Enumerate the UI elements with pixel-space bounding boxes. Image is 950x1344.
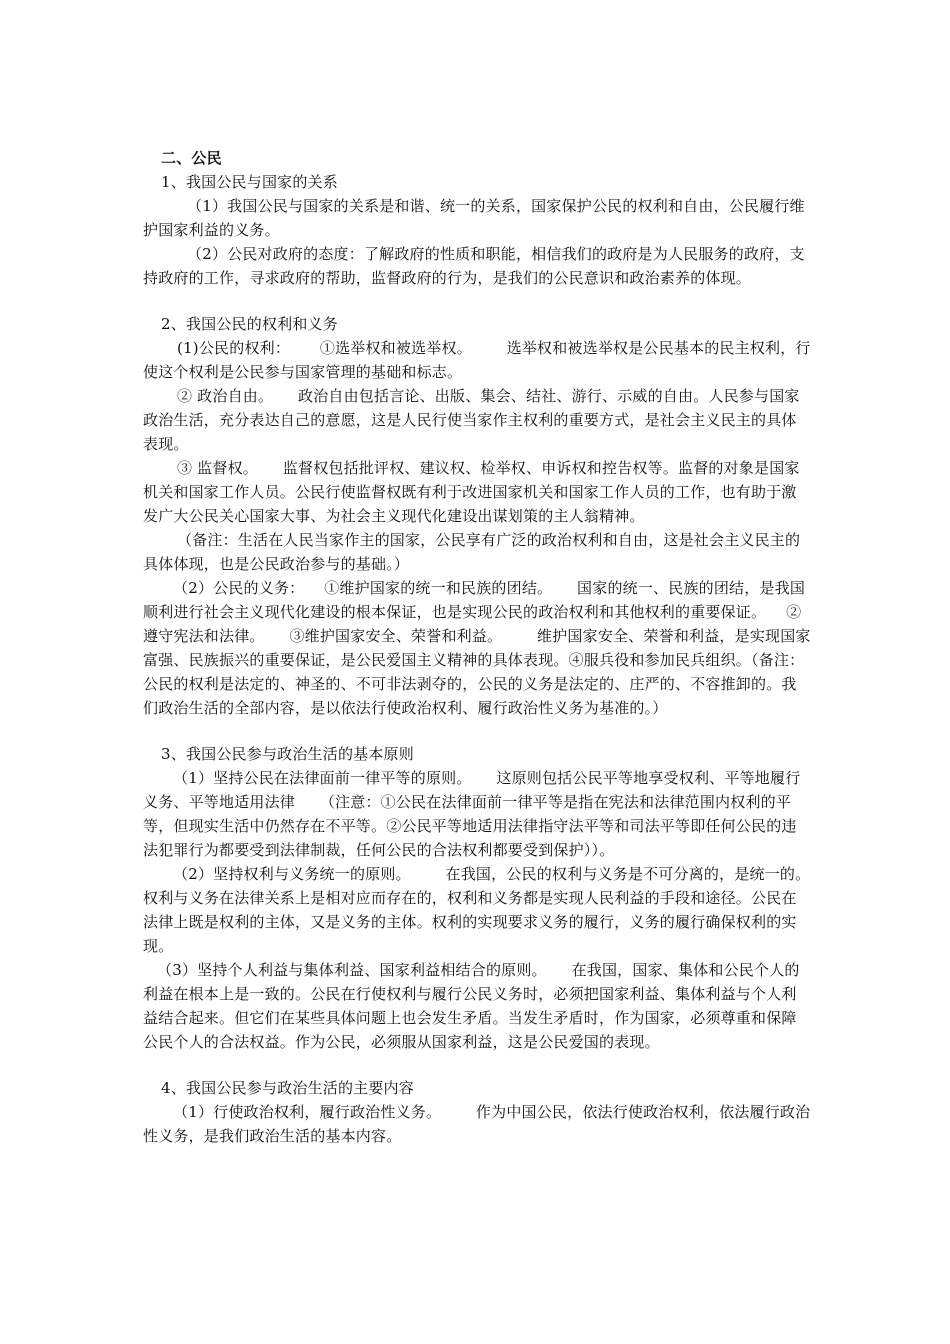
paragraph-2-2: ② 政治自由。 政治自由包括言论、出版、集会、结社、游行、示威的自由。人民参与国家政治生活，充分表达自己的意愿，这是人民行使当家作主权利的重要方式，是社会主义民主的具体表现。 bbox=[143, 387, 800, 453]
section-title: 二、公民 bbox=[161, 149, 222, 167]
paragraph-1-2: （2）公民对政府的态度：了解政府的性质和职能，相信我们的政府是为人民服务的政府，支持政府的工作，寻求政府的帮助，监督政府的行为，是我们的公民意识和政治素养的体现。 bbox=[143, 245, 805, 287]
paragraph-2-3: ③ 监督权。 监督权包括批评权、建议权、检举权、申诉权和控告权等。监督的对象是国家机关和国家工作人员。公民行使监督权既有利于改进国家机关和国家工作人员的工作，也有助于激发广大公民关心国家大事、为社会主义现代化建设出谋划策的主人翁精神。 bbox=[143, 459, 800, 525]
heading-4: 4、我国公民参与政治生活的主要内容 bbox=[161, 1079, 414, 1097]
paragraph-2-5: （2）公民的义务： ①维护国家的统一和民族的团结。 国家的统一、民族的团结，是我国顺利进行社会主义现代化建设的根本保证，也是实现公民的政治权利和其他权利的重要保证。 ②遵守宪法和法律。 ③维护国家安全、荣誉和利益。 维护国家安全、荣誉和利益，是实现国家富强、民族振兴的重要保证，是公民爱国主义精神的具体表现。④服兵役和参加民兵组织。（备注：公民的权利是法定的、神圣的、不可非法剥夺的，公民的义务是法定的、庄严的、不容推卸的。我们政治生活的全部内容，是以依法行使政治权利、履行政治性义务为基准的。） bbox=[143, 579, 811, 717]
heading-1: 1、我国公民与国家的关系 bbox=[161, 173, 338, 191]
spacer bbox=[143, 1054, 811, 1076]
paragraph-3-2: （2）坚持权利与义务统一的原则。 在我国，公民的权利与义务是不可分离的，是统一的。权利与义务在法律关系上是相对应而存在的，权利和义务都是实现人民利益的手段和途径。公民在法律上既是权利的主体，又是义务的主体。权利的实现要求义务的履行，义务的履行确保权利的实现。 bbox=[143, 865, 811, 955]
paragraph-3-3: （3）坚持个人利益与集体利益、国家利益相结合的原则。 在我国，国家、集体和公民个人的利益在根本上是一致的。公民在行使权利与履行公民义务时，必须把国家利益、集体利益与个人利益结合起来。但它们在某些具体问题上也会发生矛盾。当发生矛盾时，作为国家，必须尊重和保障公民个人的合法权益。作为公民，必须服从国家利益，这是公民爱国的表现。 bbox=[143, 961, 800, 1051]
paragraph-4-1: （1）行使政治权利，履行政治性义务。 作为中国公民，依法行使政治权利，依法履行政治性义务，是我们政治生活的基本内容。 bbox=[143, 1103, 811, 1145]
heading-3: 3、我国公民参与政治生活的基本原则 bbox=[161, 745, 414, 763]
paragraph-2-4: （备注：生活在人民当家作主的国家，公民享有广泛的政治权利和自由，这是社会主义民主的具体体现，也是公民政治参与的基础。） bbox=[143, 531, 801, 573]
paragraph-3-1: （1）坚持公民在法律面前一律平等的原则。 这原则包括公民平等地享受权利、平等地履行义务、平等地适用法律 （注意：①公民在法律面前一律平等是指在宪法和法律范围内权利的平等，但现实生活中仍然存在不平等。②公民平等地适用法律指守法平等和司法平等即任何公民的违法犯罪行为都要受到法律制裁，任何公民的合法权利都要受到保护））。 bbox=[143, 769, 801, 859]
paragraph-1-1: （1）我国公民与国家的关系是和谐、统一的关系，国家保护公民的权利和自由，公民履行维护国家利益的义务。 bbox=[143, 197, 805, 239]
paragraph-2-1: (1)公民的权利： ①选举权和被选举权。 选举权和被选举权是公民基本的民主权利，行使这个权利是公民参与国家管理的基础和标志。 bbox=[143, 339, 811, 381]
spacer bbox=[143, 720, 811, 742]
spacer bbox=[143, 290, 811, 312]
heading-2: 2、我国公民的权利和义务 bbox=[161, 315, 338, 333]
document-body bbox=[143, 146, 811, 1148]
